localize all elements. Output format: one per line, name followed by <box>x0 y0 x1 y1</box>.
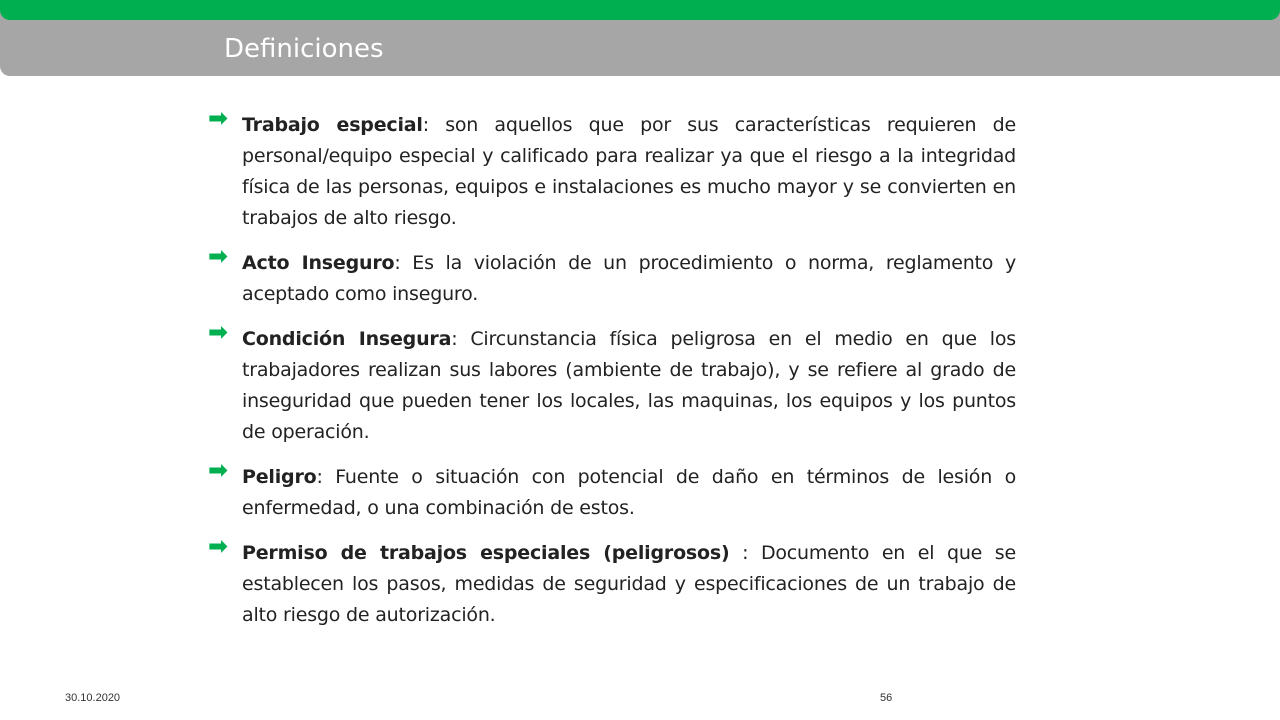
arrow-right-icon: ➡ <box>208 318 228 346</box>
definition-term: Condición Insegura <box>242 328 452 350</box>
definition-item <box>208 532 1016 631</box>
slide-title: Definiciones <box>224 34 384 64</box>
arrow-right-icon: ➡ <box>208 532 228 560</box>
definition-separator: : <box>422 114 446 136</box>
definition-text: Documento en el que se establecen los pasos, medidas de seguridad y especificaciones de un trabajo de alto riesgo de autorización. <box>242 542 1016 626</box>
definition-term: Peligro <box>242 466 317 488</box>
definition-term: Permiso de trabajos especiales (peligrosos) <box>242 542 730 564</box>
definition-text: Es la violación de un procedimiento o norma, reglamento y aceptado como inseguro. <box>242 252 1016 305</box>
arrow-right-icon: ➡ <box>208 242 228 270</box>
definitions-list <box>208 104 1016 645</box>
definition-item <box>208 318 1016 448</box>
arrow-right-icon: ➡ <box>208 456 228 484</box>
definition-separator: : <box>451 328 471 350</box>
header-accent-stripe <box>0 0 1280 20</box>
definition-text: Circunstancia física peligrosa en el medio en que los trabajadores realizan sus labores (ambiente de trabajo), y se refiere al grado de inseguridad que pueden tener los locales, las maquinas, los equipos y los puntos de operación. <box>242 328 1016 443</box>
arrow-right-icon: ➡ <box>208 104 228 132</box>
definition-separator: : <box>729 542 761 564</box>
footer-date: 30.10.2020 <box>65 692 121 704</box>
page-number: 56 <box>880 692 893 704</box>
definition-separator: : <box>394 252 413 274</box>
definition-item <box>208 104 1016 234</box>
definition-item <box>208 456 1016 524</box>
definition-term: Acto Inseguro <box>242 252 395 274</box>
definition-item <box>208 242 1016 310</box>
definition-separator: : <box>316 466 336 488</box>
definition-text: Fuente o situación con potencial de daño en términos de lesión o enfermedad, o una combinación de estos. <box>242 466 1016 519</box>
definition-text: son aquellos que por sus características requieren de personal/equipo especial y calificado para realizar ya que el riesgo a la integridad física de las personas, equipos e instalaciones es mucho mayor y se convierten en trabajos de alto riesgo. <box>242 114 1016 229</box>
definition-term: Trabajo especial <box>242 114 423 136</box>
